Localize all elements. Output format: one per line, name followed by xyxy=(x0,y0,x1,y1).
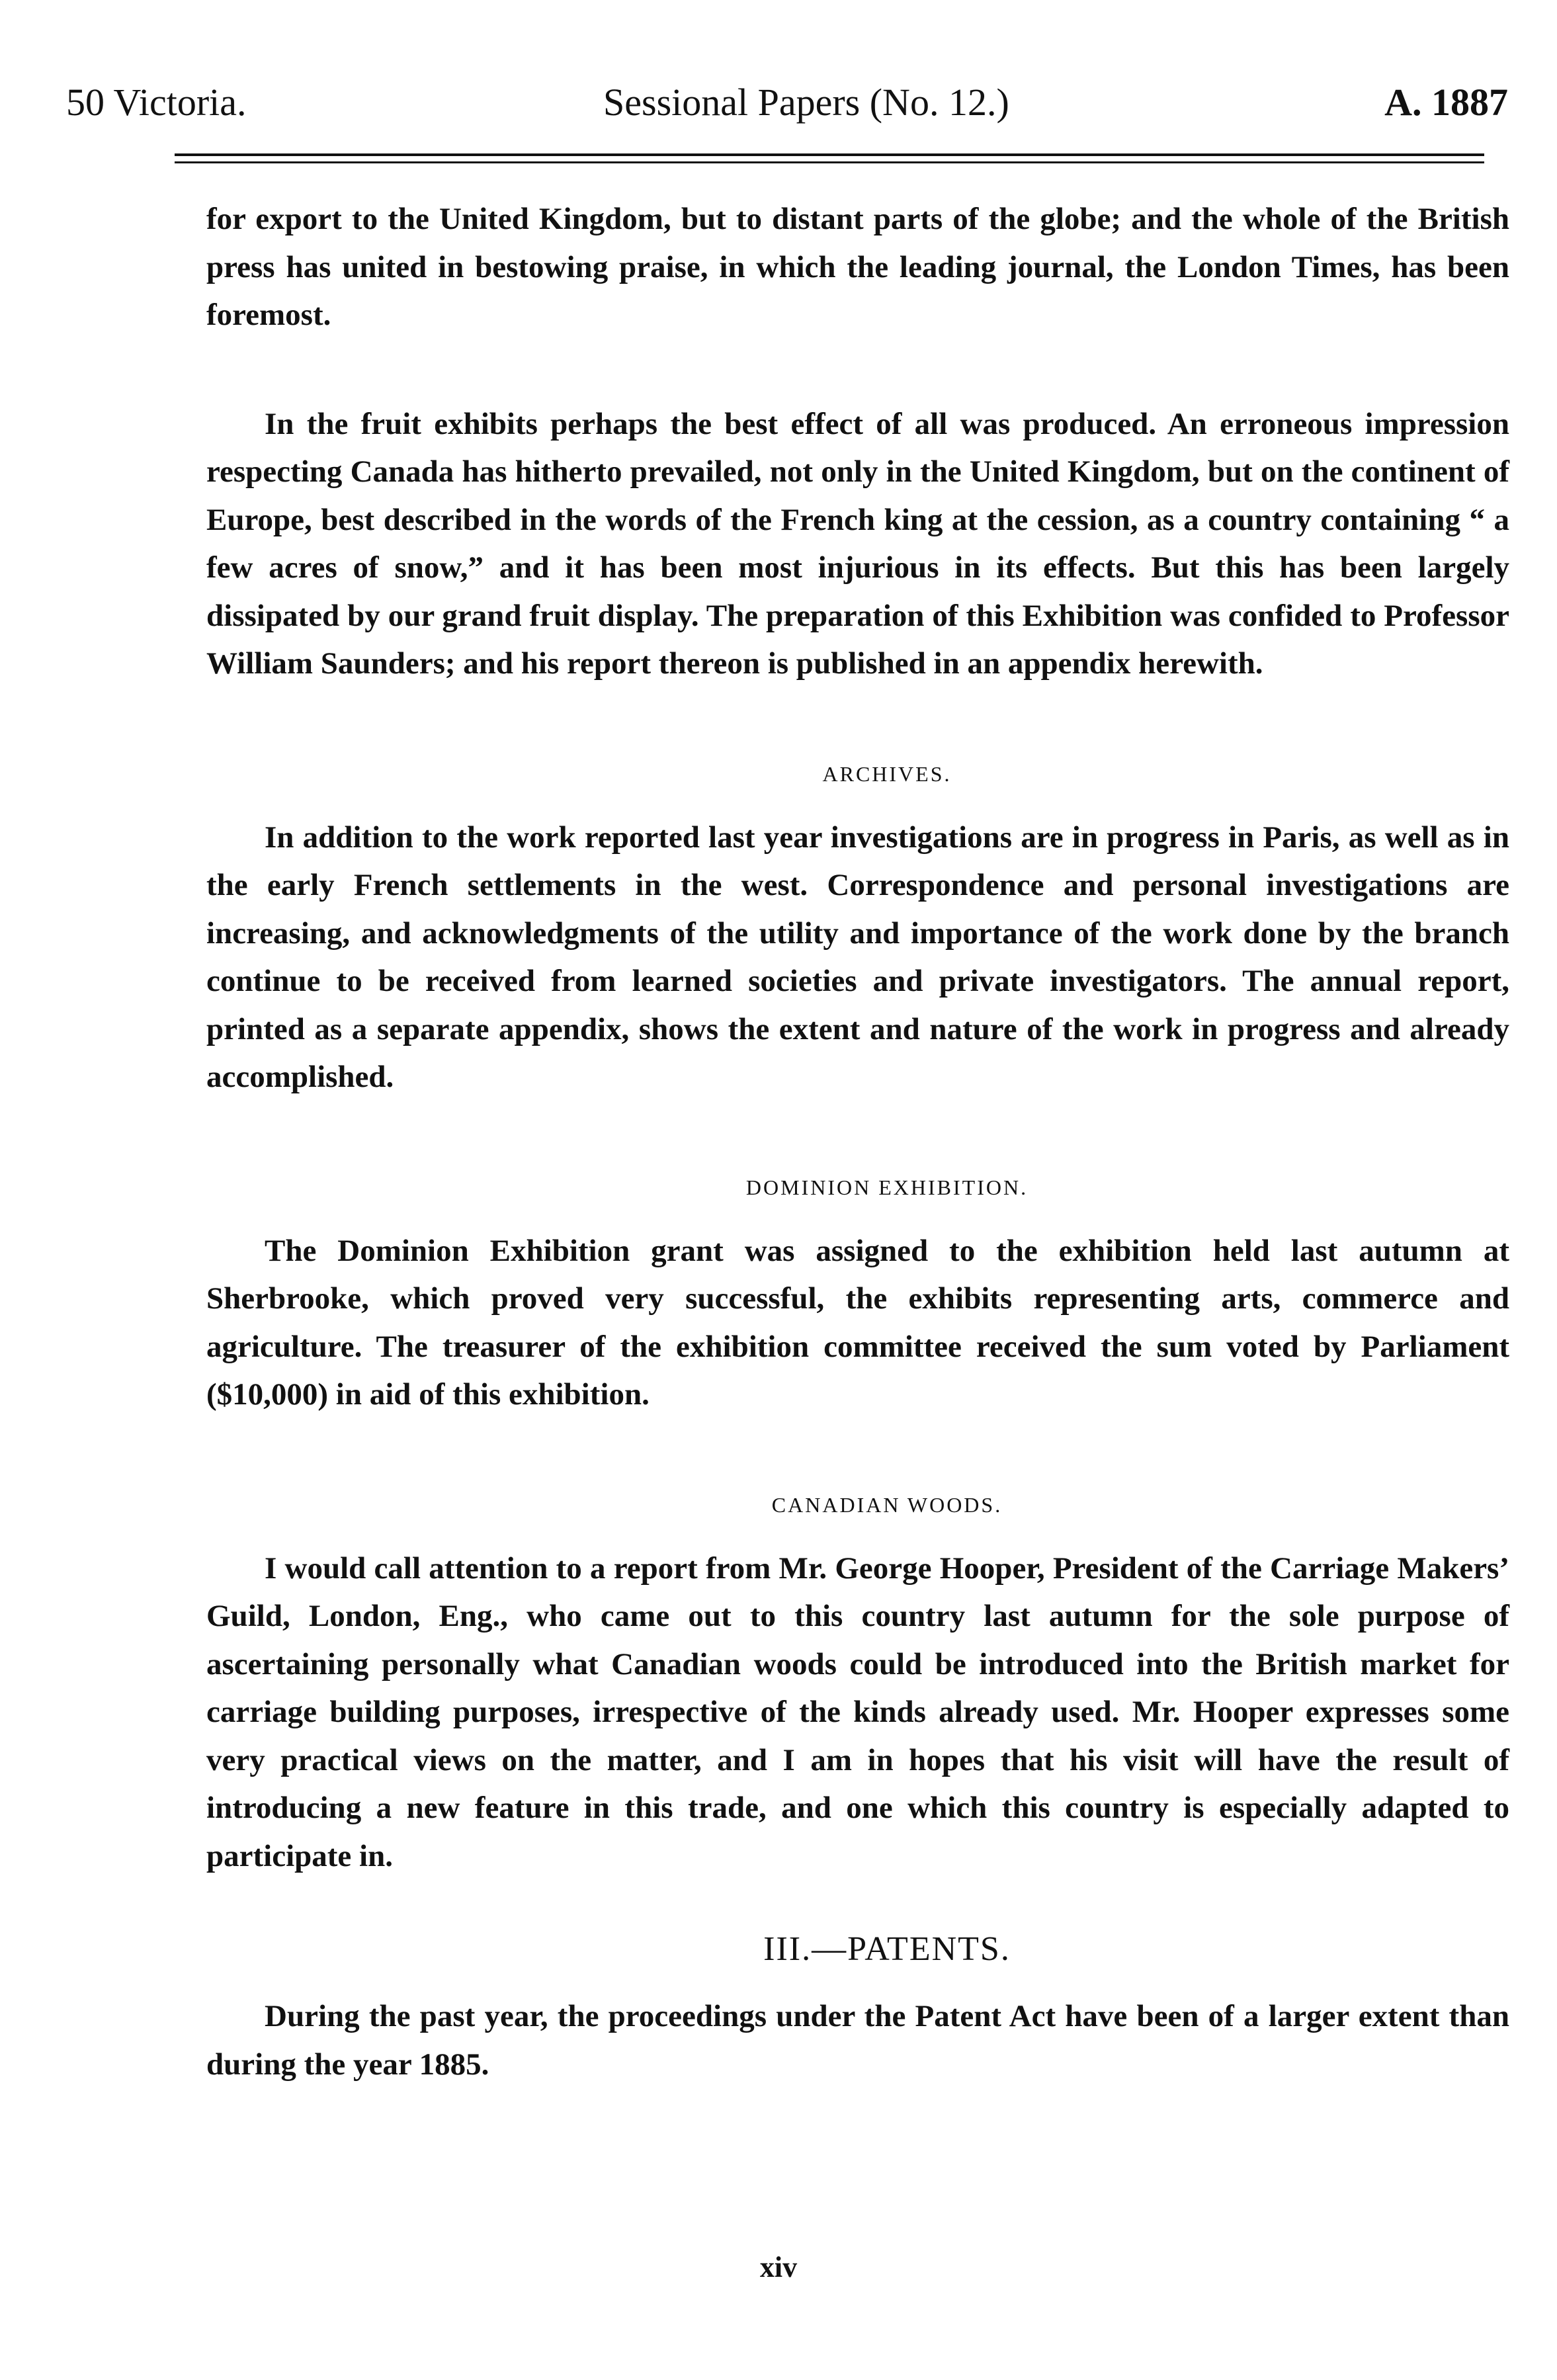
body-text xyxy=(206,195,1509,2088)
paragraph-patents: During the past year, the proceedings under the Patent Act have been of a larger extent than during the year 1885. xyxy=(206,1999,1509,2082)
header-rule-bottom xyxy=(175,161,1484,163)
paragraph-dominion-exhibition: The Dominion Exhibition grant was assigned to the exhibition held last autumn at Sherbrooke, which proved very successful, the exhibits representing arts, commerce and agriculture. The treasurer of the exhibition committee received the sum voted by Parliament ($10,000) in aid of this exhibition. xyxy=(206,1233,1509,1412)
page-number: xiv xyxy=(759,2251,798,2283)
paragraph-export: for export to the United Kingdom, but to distant parts of the globe; and the whole of the British press has united in bestowing praise, in which the leading journal, the London Times, has been foremost. xyxy=(206,202,1509,332)
header-year: A. 1887 xyxy=(1384,81,1508,124)
header-title: Sessional Papers (No. 12.) xyxy=(603,81,1009,124)
heading-patents: III.—PATENTS. xyxy=(763,1930,1011,1968)
paragraph-archives: In addition to the work reported last year investigations are in progress in Paris, as well as in the early French settlements in the west. Correspondence and personal investigations are increasing, and acknowledgments of the utility and importance of the work done by the branch continue to be received from learned societies and private investigators. The annual report, printed as a separate appendix, shows the extent and nature of the work in progress and already accomplished. xyxy=(206,820,1509,1094)
heading-archives: ARCHIVES. xyxy=(822,761,952,786)
header-rule-top xyxy=(175,153,1484,156)
heading-canadian-woods: CANADIAN WOODS. xyxy=(771,1492,1003,1517)
heading-dominion-exhibition: DOMINION EXHIBITION. xyxy=(745,1175,1029,1199)
header-volume: 50 Victoria. xyxy=(66,81,247,124)
paragraph-fruit-exhibits: In the fruit exhibits perhaps the best effect of all was produced. An erroneous impression respecting Canada has hitherto prevailed, not only in the United Kingdom, but on the continent of Europe, best described in the words of the French king at the cession, as a country containing “ a few acres of snow,” and it has been most injurious in its effects. But this has been largely dissipated by our grand fruit display. The preparation of this Exhibition was confided to Professor William Saunders; and his report thereon is published in an appendix herewith. xyxy=(206,406,1509,681)
running-header xyxy=(66,66,1508,139)
paragraph-canadian-woods: I would call attention to a report from Mr. George Hooper, President of the Carriage Makers’ Guild, London, Eng., who came out to this country last autumn for the sole purpose of ascertaining personally what Canadian woods could be introduced into the British market for carriage building purposes, irrespective of the kinds already used. Mr. Hooper expresses some very practical views on the matter, and I am in hopes that his visit will have the result of introducing a new feature in this trade, and one which this country is especially adapted to participate in. xyxy=(206,1551,1509,1873)
